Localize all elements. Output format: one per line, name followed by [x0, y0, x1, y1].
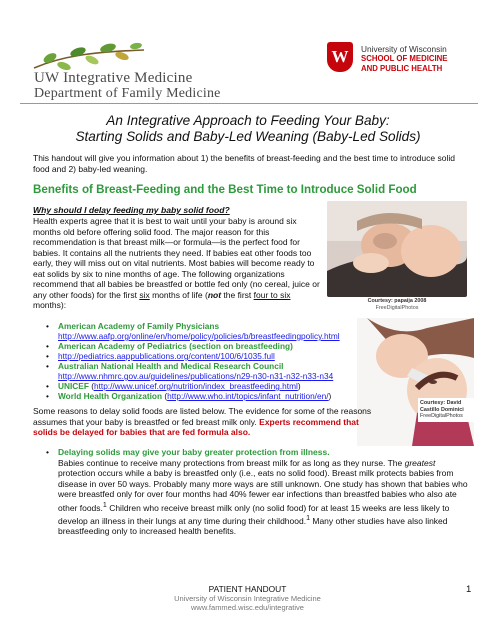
- footer-label: PATIENT HANDOUT: [208, 584, 287, 594]
- section-heading: Benefits of Breast-Feeding and the Best Time to Introduce Solid Food: [33, 183, 417, 196]
- logo-line-1: UW Integrative Medicine: [34, 70, 193, 86]
- para1-text: Health experts agree that it is best to wait until your baby is around six months old before offering solid food. The major reason for this recommendation is that breast milk—or formula—is the perfect food for babies. It contains all the nutrients they need. If babies eat other foods too early, they will miss out on vital nutrients. Most babies will become ready to eat solids by six to nine months of age. The following organizations recommend that all babies be breastfed or bottle fed only (no cereal, juice or any other foods) for the first: [33, 216, 320, 300]
- para1-four-to-six: four to six: [253, 289, 291, 300]
- list-item: • American Academy of Pediatrics (section on breastfeeding): [58, 341, 358, 351]
- organizations-list: [46, 321, 358, 401]
- breastfeeding-photo: [327, 201, 467, 297]
- footnote-ref: 1: [102, 500, 107, 509]
- title-line-2: Starting Solids and Baby-Led Weaning (Baby-Led Solids): [75, 129, 421, 144]
- reason-protection-item: • Delaying solids may give your baby greater protection from illness. Babies continue to receive many protections from breast milk for as long as they nurse. The greatest protection occurs while a baby is breastfed only (i.e., eats no solid food). Breast milk protects babies from disease in over 50 ways. Probably many more ways are still unknown. One study has shown that babies who were breastfed only for over four months had 40% fewer ear infections than breastfed babies who also ate other foods.$^1$ Children who receive breast milk only (no solid food) for at least 15 weeks are less likely to develop an illness in their lungs at any time during their childhood.$^1$ Many other studies have also linked breastfeeding only to increased health benefits.: [46, 447, 468, 537]
- uw-school-of-medicine-logo: [327, 42, 477, 102]
- footer-url: www.fammed.wisc.edu/integrative: [191, 603, 304, 612]
- para2-emphasis: Experts recommend that solids be delayed for babies that are fed formula also.: [33, 416, 359, 437]
- org-link[interactable]: http://www.unicef.org/nutrition/index_breastfeeding.html: [93, 381, 298, 391]
- photo2-credit-line-2: Castillo Dominici: [420, 406, 464, 413]
- org-name: American Academy of Family Physicians: [58, 321, 220, 331]
- greatest-emphasis: greatest: [404, 457, 436, 468]
- para1-six: six: [139, 289, 150, 300]
- header-divider: [20, 103, 478, 104]
- list-item: • http://pediatrics.aappublications.org/content/100/6/1035.full: [58, 351, 358, 361]
- para1-text-2: months of life (: [149, 289, 208, 300]
- photo2-credit: [418, 398, 482, 422]
- para1-text-4: months):: [33, 300, 67, 310]
- org-name: UNICEF: [58, 381, 89, 391]
- page-footer: [120, 584, 375, 612]
- photo1-credit-line-1: Courtesy: papaija 2008: [367, 298, 427, 304]
- uw-crest-icon: W: [327, 42, 353, 72]
- reasons-paragraph: [33, 406, 378, 438]
- delay-paragraph: [33, 216, 323, 311]
- list-item: • World Health Organization (http://www.who.int/topics/infant_nutrition/en/): [46, 391, 332, 401]
- intro-paragraph: This handout will give you information about 1) the benefits of breast-feeding and the best time to introduce solid food and 2) baby-led weaning.: [33, 153, 455, 174]
- para2-text: Some reasons to delay solid foods are listed below. The evidence for some of the reasons assumes that your baby is breastfed or fed breast milk only.: [33, 406, 372, 427]
- logo-text: [34, 70, 221, 102]
- org-name: Australian National Health and Medical Research Council: [58, 361, 284, 371]
- org-link[interactable]: http://www.aafp.org/online/en/home/policy/policies/b/breastfeedingpolicy.html: [58, 331, 340, 341]
- school-line-3: AND PUBLIC HEALTH: [361, 64, 443, 73]
- footnote-ref: 1: [306, 513, 311, 522]
- para1-text-3: the first: [221, 289, 254, 300]
- school-line-2: SCHOOL OF MEDICINE: [361, 54, 448, 63]
- school-name: [361, 44, 448, 74]
- org-link[interactable]: http://www.who.int/topics/infant_nutrition/en/: [167, 391, 329, 401]
- photo1-credit: [327, 298, 467, 311]
- page-number: 1: [466, 584, 472, 595]
- org-name: American Academy of Pediatrics (section on breastfeeding): [58, 341, 293, 351]
- list-item: • American Academy of Family Physicians http://www.aafp.org/online/en/home/policy/policies/b/breastfeedingpolicy.html: [58, 321, 358, 341]
- footer-institution: University of Wisconsin Integrative Medicine: [174, 594, 321, 603]
- list-item: • UNICEF (http://www.unicef.org/nutrition/index_breastfeeding.html): [46, 381, 301, 391]
- uw-integrative-medicine-logo: [22, 42, 232, 104]
- photo2-credit-line-3: FreeDigitalPhotos: [420, 413, 463, 419]
- reason-text: Babies continue to receive many protections from breast milk for as long as they nurse. The greatest protection occurs while a baby is breastfed only (i.e., eats no solid food). Breast milk protects babies from disease in over 50 ways. Probably many more ways are still unknown. One study has shown that babies who were breastfed only for over four months had 40% fewer ear infections than breastfed babies who also ate other foods.$^1$ Children who receive breast milk only (no solid food) for at least 15 weeks are less likely to develop an illness in their lungs at any time during their childhood.$^1$ Many other studies have also linked breastfeeding only to increased health benefits.: [58, 457, 468, 537]
- logo-line-2: Department of Family Medicine: [34, 86, 221, 101]
- para1-not: not: [207, 289, 222, 300]
- title-line-1: An Integrative Approach to Feeding Your Baby:: [106, 113, 390, 128]
- list-item: • Australian National Health and Medical Research Council http://www.nhmrc.gov.au/guidelines/publications/n29-n30-n31-n32-n33-n34: [58, 361, 358, 381]
- reason-title: Delaying solids may give your baby greater protection from illness.: [58, 447, 330, 457]
- org-link[interactable]: http://www.nhmrc.gov.au/guidelines/publications/n29-n30-n31-n32-n33-n34: [58, 371, 334, 381]
- photo1-credit-line-2: FreeDigitalPhotos: [375, 304, 419, 311]
- org-link[interactable]: http://pediatrics.aappublications.org/content/100/6/1035.full: [58, 351, 275, 361]
- question-heading: Why should I delay feeding my baby solid food?: [33, 205, 230, 215]
- photo2-credit-line-1: Courtesy: David: [420, 400, 462, 406]
- org-name: World Health Organization: [58, 391, 163, 401]
- page-title: [40, 113, 456, 145]
- school-line-1: University of Wisconsin: [361, 44, 447, 54]
